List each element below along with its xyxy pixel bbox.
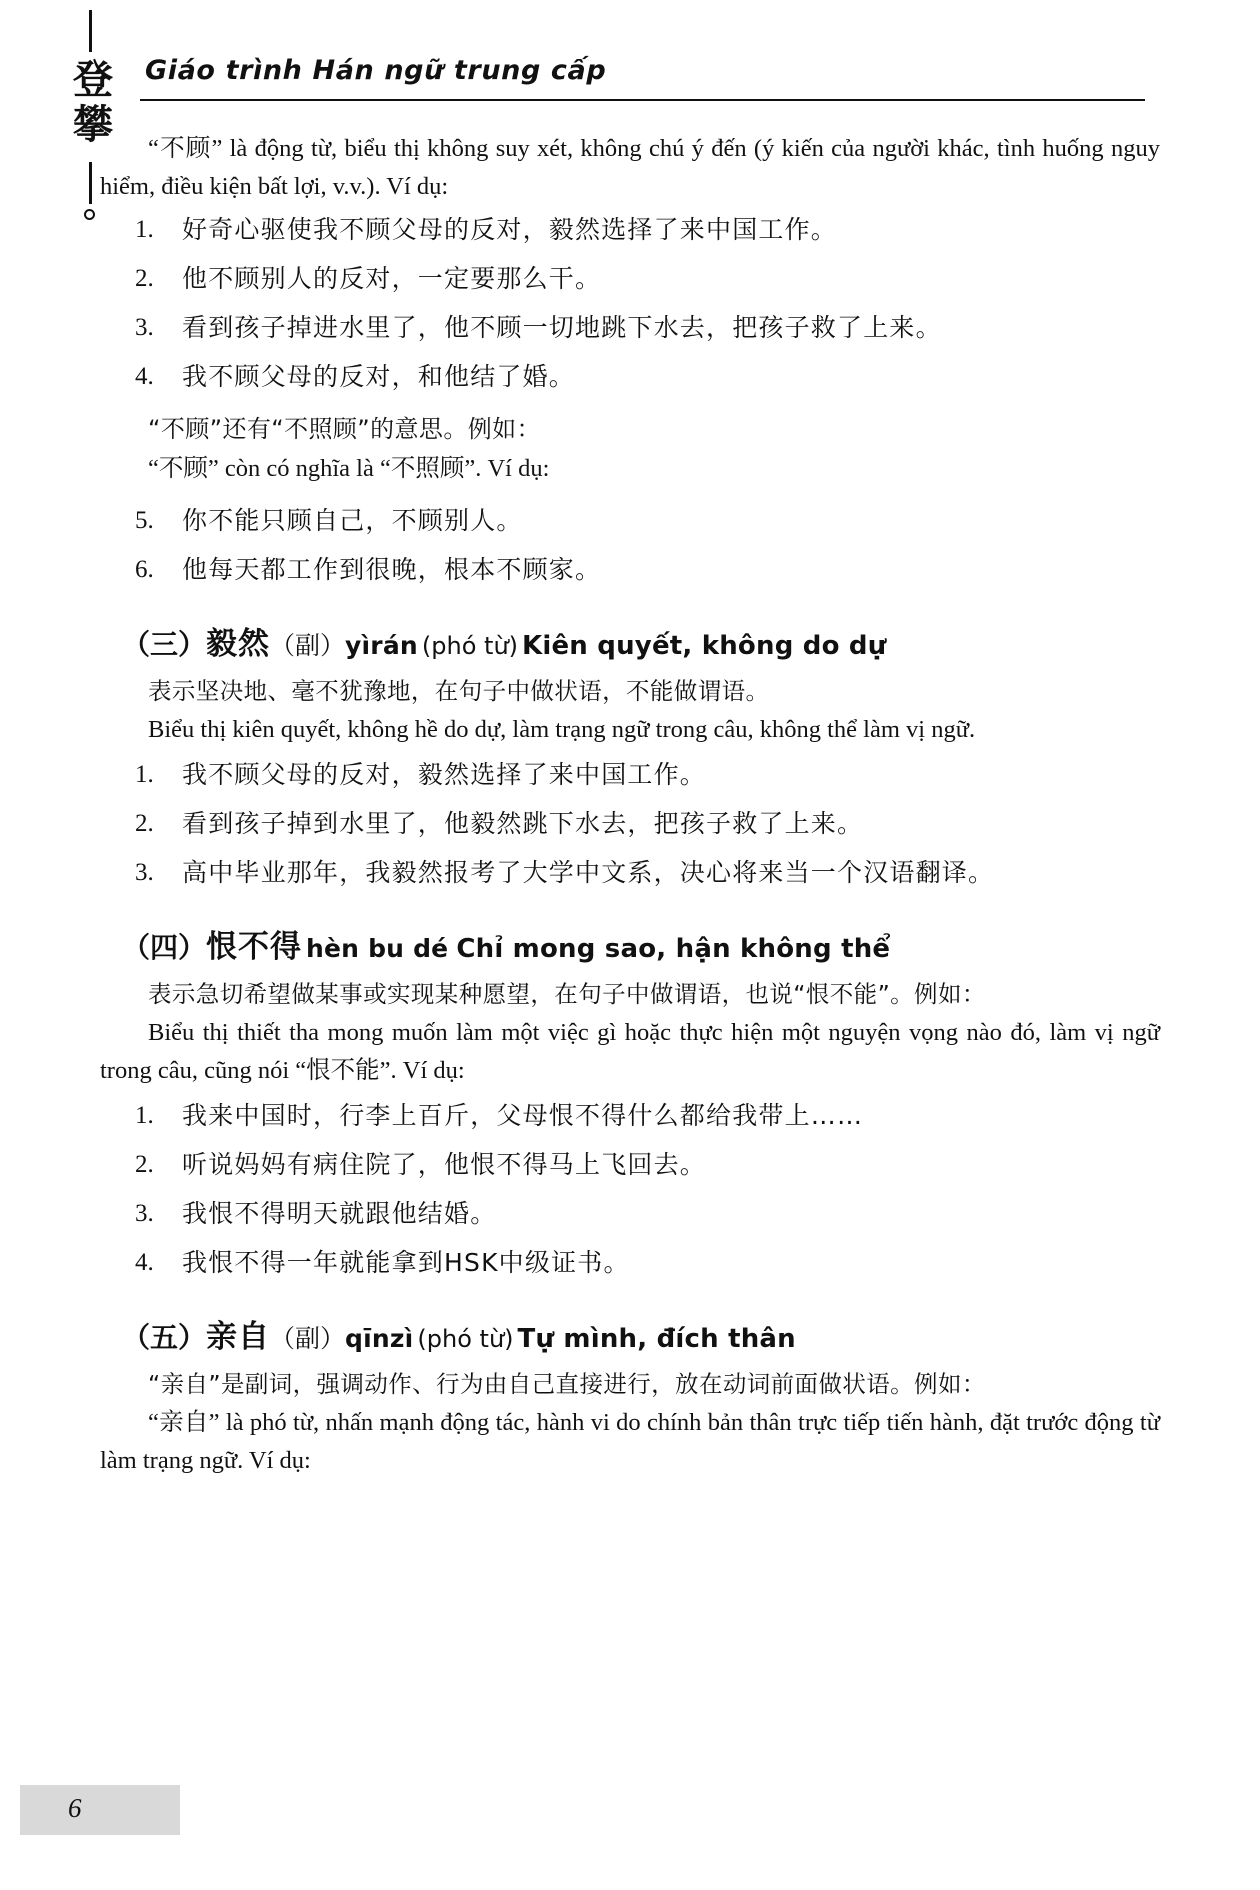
item-text: 高中毕业那年，我毅然报考了大学中文系，决心将来当一个汉语翻译。 <box>182 858 995 887</box>
item-number: 3. <box>135 1200 154 1227</box>
list-item <box>100 1094 1160 1138</box>
item-number: 2. <box>135 265 154 292</box>
section-heading-5 <box>100 1311 1160 1356</box>
note-chinese: “不顾”还有“不照顾”的意思。例如： <box>148 415 541 443</box>
spine-bar-bottom <box>89 162 92 204</box>
item-text: 看到孩子掉到水里了，他毅然跳下水去，把孩子救了上来。 <box>182 809 864 838</box>
spine-glyph-2: 攀 <box>73 102 113 148</box>
section-pinyin: hèn bu dé <box>306 934 449 963</box>
intro-note-block <box>100 409 1160 489</box>
section-marker: （五） <box>122 1321 207 1354</box>
item-text: 好奇心驱使我不顾父母的反对，毅然选择了来中国工作。 <box>182 215 838 244</box>
section-pos-cn: （副） <box>270 1324 346 1353</box>
section-gloss: Kiên quyết, không do dự <box>522 631 887 661</box>
item-number: 2. <box>135 810 154 837</box>
book-title: Giáo trình Hán ngữ trung cấp <box>145 55 607 86</box>
item-number: 1. <box>135 216 154 243</box>
item-number: 1. <box>135 1102 154 1129</box>
section-word: 毅然 <box>206 626 271 662</box>
spine-dot <box>84 209 95 220</box>
section-pinyin: qīnzì <box>345 1324 414 1353</box>
section-3-explanation-cn: 表示坚决地、毫不犹豫地，在句子中做状语，不能做谓语。 <box>148 677 770 705</box>
spine-bar-top <box>89 10 92 52</box>
section-gloss: Chỉ mong sao, hận không thể <box>456 934 891 964</box>
item-text: 听说妈妈有病住院了，他恨不得马上飞回去。 <box>182 1150 707 1179</box>
list-item <box>100 1143 1160 1187</box>
intro-example-list-2 <box>100 499 1160 592</box>
section-pos-cn: （副） <box>270 631 346 660</box>
section-word: 恨不得 <box>206 929 303 965</box>
section-word: 亲自 <box>206 1319 271 1355</box>
section-3-explanation-vi: Biểu thị kiên quyết, không hề do dự, làm trạng ngữ trong câu, không thể làm vị ngữ. <box>148 716 976 743</box>
section-pos-vi: (phó từ) <box>417 1325 514 1353</box>
item-text: 我来中国时，行李上百斤，父母恨不得什么都给我带上…… <box>182 1101 864 1130</box>
list-item <box>100 499 1160 543</box>
list-item <box>100 355 1160 399</box>
page-header <box>140 55 1160 101</box>
footer-page-block <box>20 1785 180 1835</box>
section-gloss: Tự mình, đích thân <box>517 1324 796 1354</box>
header-divider <box>140 99 1145 101</box>
list-item <box>100 1241 1160 1285</box>
intro-example-list <box>100 208 1160 399</box>
item-text: 我不顾父母的反对，和他结了婚。 <box>182 362 576 391</box>
item-number: 3. <box>135 314 154 341</box>
item-number: 1. <box>135 761 154 788</box>
section-pinyin: yìrán <box>345 631 418 660</box>
page-number: 6 <box>68 1793 82 1823</box>
list-item <box>100 257 1160 301</box>
note-vietnamese: “不顾” còn có nghĩa là “不照顾”. Ví dụ: <box>148 455 550 482</box>
item-text: 我不顾父母的反对，毅然选择了来中国工作。 <box>182 760 707 789</box>
section-4-explanation-cn: 表示急切希望做某事或实现某种愿望，在句子中做谓语，也说“恨不能”。例如： <box>148 980 986 1008</box>
list-item <box>100 208 1160 252</box>
item-number: 5. <box>135 507 154 534</box>
list-item <box>100 851 1160 895</box>
intro-paragraph: “不顾” là động từ, biểu thị không suy xét, không chú ý đến (ý kiến của người khác, tình huống nguy hiểm, điều kiện bất lợi, v.v.). Ví dụ: <box>100 135 1160 200</box>
list-item <box>100 753 1160 797</box>
item-number: 4. <box>135 1249 154 1276</box>
page-body <box>100 130 1160 1484</box>
list-item <box>100 548 1160 592</box>
section-5-explanation-cn: “亲自”是副词，强调动作、行为由自己直接进行，放在动词前面做状语。例如： <box>148 1370 986 1398</box>
section-marker: （四） <box>122 931 207 964</box>
item-text: 我恨不得明天就跟他结婚。 <box>182 1199 497 1228</box>
spine-glyph-1: 登 <box>73 57 113 103</box>
section-4-example-list <box>100 1094 1160 1285</box>
section-marker: （三） <box>122 628 207 661</box>
item-text: 你不能只顾自己，不顾别人。 <box>182 506 523 535</box>
list-item <box>100 1192 1160 1236</box>
section-5-explanation-vi: “亲自” là phó từ, nhấn mạnh động tác, hành vi do chính bản thân trực tiếp tiến hành, đặt trước động từ làm trạng ngữ. Ví dụ: <box>100 1409 1160 1474</box>
item-text: 他每天都工作到很晚，根本不顾家。 <box>182 555 602 584</box>
list-item <box>100 802 1160 846</box>
section-4-explanation-vi: Biểu thị thiết tha mong muốn làm một việc gì hoặc thực hiện một nguyện vọng nào đó, làm vị ngữ trong câu, cũng nói “恨不能”. Ví dụ: <box>100 1019 1160 1084</box>
item-number: 6. <box>135 556 154 583</box>
section-heading-3 <box>100 618 1160 663</box>
item-text: 看到孩子掉进水里了，他不顾一切地跳下水去，把孩子救了上来。 <box>182 313 942 342</box>
section-pos-vi: (phó từ) <box>421 632 519 660</box>
item-number: 2. <box>135 1151 154 1178</box>
section-heading-4 <box>100 921 1160 966</box>
item-text: 他不顾别人的反对，一定要那么干。 <box>182 264 602 293</box>
item-number: 4. <box>135 363 154 390</box>
list-item <box>100 306 1160 350</box>
section-3-example-list <box>100 753 1160 895</box>
item-text: 我恨不得一年就能拿到HSK中级证书。 <box>182 1248 630 1277</box>
item-number: 3. <box>135 859 154 886</box>
